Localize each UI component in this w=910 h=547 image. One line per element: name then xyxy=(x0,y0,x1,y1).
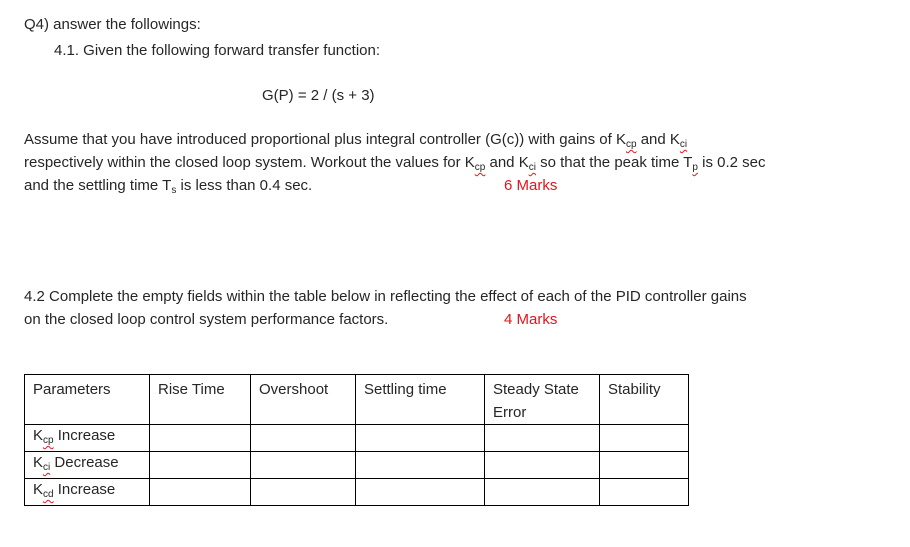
empty-cell[interactable] xyxy=(251,452,356,479)
empty-cell[interactable] xyxy=(356,452,485,479)
part2-marks: 4 Marks xyxy=(504,311,558,328)
header-steady-state-error: Steady State Error xyxy=(485,375,600,425)
header-stability: Stability xyxy=(600,375,689,425)
row-label-kci-decrease: $K_{ci}$ Decrease xyxy=(25,452,150,479)
question-heading: Q4) answer the followings: xyxy=(24,16,201,33)
pid-effects-table xyxy=(24,374,689,506)
part1-text-line3: and the settling time $T_s$ is less than 0.4 sec. xyxy=(24,177,313,196)
row-label-kcp-increase: $K_{cp}$ Increase xyxy=(25,425,150,452)
empty-cell[interactable] xyxy=(485,479,600,506)
table-row xyxy=(25,452,689,479)
empty-cell[interactable] xyxy=(150,452,251,479)
empty-cell[interactable] xyxy=(600,479,689,506)
table-header-row xyxy=(25,375,689,425)
table-row xyxy=(25,425,689,452)
empty-cell[interactable] xyxy=(251,479,356,506)
row-label-kcd-increase: $K_{cd}$ Increase xyxy=(25,479,150,506)
header-overshoot: Overshoot xyxy=(251,375,356,425)
part2-text-line2: on the closed loop control system performance factors. xyxy=(24,311,389,328)
empty-cell[interactable] xyxy=(356,479,485,506)
empty-cell[interactable] xyxy=(485,425,600,452)
part1-marks: 6 Marks xyxy=(504,177,558,194)
empty-cell[interactable] xyxy=(485,452,600,479)
part1-text-line2: respectively within the closed loop system. Workout the values for $K_{cp}$ and $K_{ci}$ so that the peak time $T_p$ is 0.2 sec xyxy=(24,154,766,173)
empty-cell[interactable] xyxy=(356,425,485,452)
header-settling-time: Settling time xyxy=(356,375,485,425)
transfer-function-equation: G(P) = 2 / (s + 3) xyxy=(262,87,375,104)
empty-cell[interactable] xyxy=(150,479,251,506)
header-parameters: Parameters xyxy=(25,375,150,425)
part2-text-line1: 4.2 Complete the empty fields within the table below in reflecting the effect of each of the PID controller gains xyxy=(24,288,747,305)
table-row xyxy=(25,479,689,506)
empty-cell[interactable] xyxy=(600,425,689,452)
empty-cell[interactable] xyxy=(251,425,356,452)
header-rise-time: Rise Time xyxy=(150,375,251,425)
empty-cell[interactable] xyxy=(150,425,251,452)
empty-cell[interactable] xyxy=(600,452,689,479)
part1-title: 4.1. Given the following forward transfer function: xyxy=(54,42,381,59)
part1-text-line1: Assume that you have introduced proportional plus integral controller (G(c)) with gains of $K_{cp}$ and $K_{ci}$ xyxy=(24,131,688,150)
